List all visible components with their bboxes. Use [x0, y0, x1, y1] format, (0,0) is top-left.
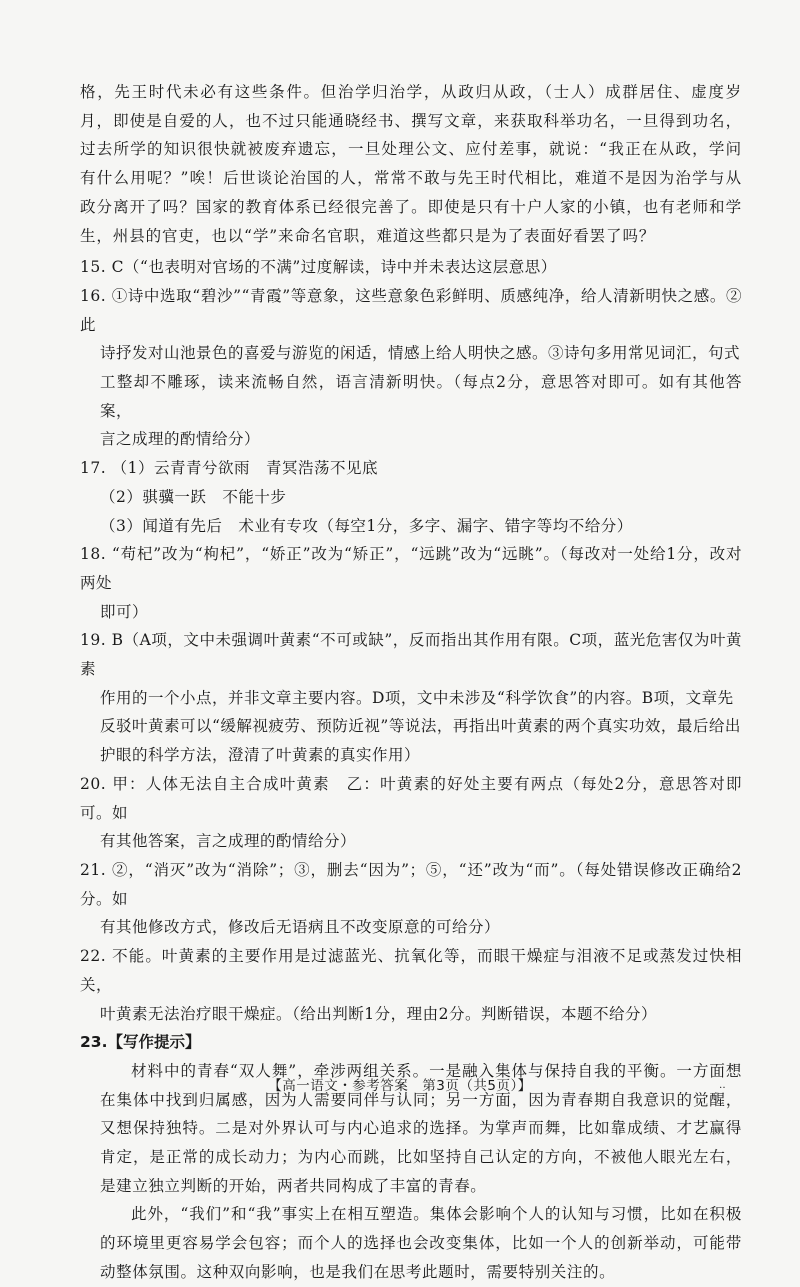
- writing-prompt-paragraph-1: 材料中的青春“双人舞”，牵涉两组关系。一是融入集体与保持自我的平衡。一方面想在集体中找到归属感，因为人需要同伴与认同；另一方面，因为青春期自我意识的觉醒，又想保持独特。二是对外界认可与内心追求的选择。为掌声而舞，比如靠成绩、才艺赢得肯定，是正常的成长动力；为内心而跳，比如坚持自己认定的方向，不被他人眼光左右，是建立独立判断的开始，两者共同构成了丰富的青春。: [100, 1061, 742, 1195]
- writing-prompt-paragraph-2: 此外，“我们”和“我”事实上在相互塑造。集体会影响个人的认知与习惯，比如在积极的环境里更容易学会包容；而个人的选择也会改变集体，比如一个人的创新举动，可能带动整体氛围。这种双向影响，也是我们在思考此题时，需要特别关注的。: [100, 1205, 742, 1281]
- answer-item-line: 即可）: [100, 602, 149, 621]
- answer-item-line: 21. ②，“消灭”改为“消除”；③，删去“因为”；⑤，“还”改为“而”。（每处错误修改正确给2分。如: [80, 860, 742, 908]
- answer-item-line: 15. C（“也表明对官场的不满”过度解读，诗中并未表达这层意思）: [80, 258, 557, 277]
- answer-item-line: 护眼的科学方法，澄清了叶黄素的真实作用）: [100, 746, 421, 765]
- answer-item: [80, 856, 742, 942]
- answer-item-line: （3）闻道有先后 术业有专攻（每空1分，多字、漏字、错字等均不给分）: [100, 516, 633, 535]
- answer-item-line: 诗抒发对山池景色的喜爱与游览的闲适，情感上给人明快之感。③诗句多用常见词汇，句式: [100, 344, 741, 363]
- answer-item: [80, 626, 742, 770]
- answer-item-line: 16. ①诗中选取“碧沙”“青霞”等意象，这些意象色彩鲜明、质感纯净，给人清新明快之感。②此: [80, 286, 742, 334]
- answer-item-line: 叶黄素无法治疗眼干燥症。（给出判断1分，理由2分。判断错误，本题不给分）: [100, 1004, 657, 1023]
- answer-item-line: 22. 不能。叶黄素的主要作用是过滤蓝光、抗氧化等，而眼干燥症与泪液不足或蒸发过快相关，: [80, 947, 742, 994]
- answer-item: [80, 942, 742, 1028]
- answer-item-line: 反驳叶黄素可以“缓解视疲劳、预防近视”等说法，再指出叶黄素的两个真实功效，最后给出: [100, 717, 741, 736]
- answer-item-line: 19. B（A项，文中未强调叶黄素“不可或缺”，反而指出其作用有限。C项，蓝光危害仅为叶黄素: [80, 631, 742, 679]
- answer-item: [80, 540, 742, 626]
- page-footer: 【高一语文・参考答案 第3页（共5页）】: [268, 1078, 532, 1094]
- answer-item: [80, 253, 742, 282]
- answer-item-line: 有其他修改方式，修改后无语病且不改变原意的可给分）: [100, 918, 501, 937]
- corner-mark: ‥: [719, 1080, 726, 1091]
- writing-prompt-section: [80, 1028, 742, 1286]
- answer-item-line: 18. “苟杞”改为“枸杞”，“娇正”改为“矫正”，“远跳”改为“远眺”。（每改对一处给1分，改对两处: [80, 545, 742, 592]
- answer-item: [80, 282, 742, 454]
- answer-item-line: （2）骐骥一跃 不能十步: [100, 487, 287, 506]
- answer-item-line: 有其他答案，言之成理的酌情给分）: [100, 832, 357, 851]
- answer-item-line: 工整却不雕琢，读来流畅自然，语言清新明快。（每点2分，意思答对即可。如有其他答案，: [100, 373, 742, 420]
- answer-item: [80, 770, 742, 856]
- writing-prompt-heading: 23.【写作提示】: [80, 1033, 201, 1052]
- translation-continuation: 格，先王时代未必有这些条件。但治学归治学，从政归从政，（士人）成群居住、虚度岁月，即使是自爱的人，也不过只能通晓经书、撰写文章，来获取科举功名，一旦得到功名，过去所学的知识很快就被废弃遗忘，一旦处理公文、应付差事，就说：“我正在从政，学问有什么用呢？”唉！后世谈论治国的人，常常不敢与先王时代相比，难道不是因为治学与从政分离开了吗？国家的教育体系已经很完善了。即使是只有十户人家的小镇，也有老师和学生，州县的官吏，也以“学”来命名官职，难道这些都只是为了表面好看罢了吗？: [80, 83, 742, 245]
- answer-item: [80, 454, 742, 540]
- answer-item-line: 20. 甲：人体无法自主合成叶黄素 乙：叶黄素的好处主要有两点（每处2分，意思答对即可。如: [80, 774, 742, 822]
- answer-item-line: 作用的一个小点，并非文章主要内容。D项，文中未涉及“科学饮食”的内容。B项，文章先: [100, 688, 734, 707]
- answer-item-line: 言之成理的酌情给分）: [100, 430, 261, 449]
- answer-items: [80, 253, 742, 1028]
- answer-item-line: 17. （1）云青青兮欲雨 青冥浩荡不见底: [80, 459, 378, 478]
